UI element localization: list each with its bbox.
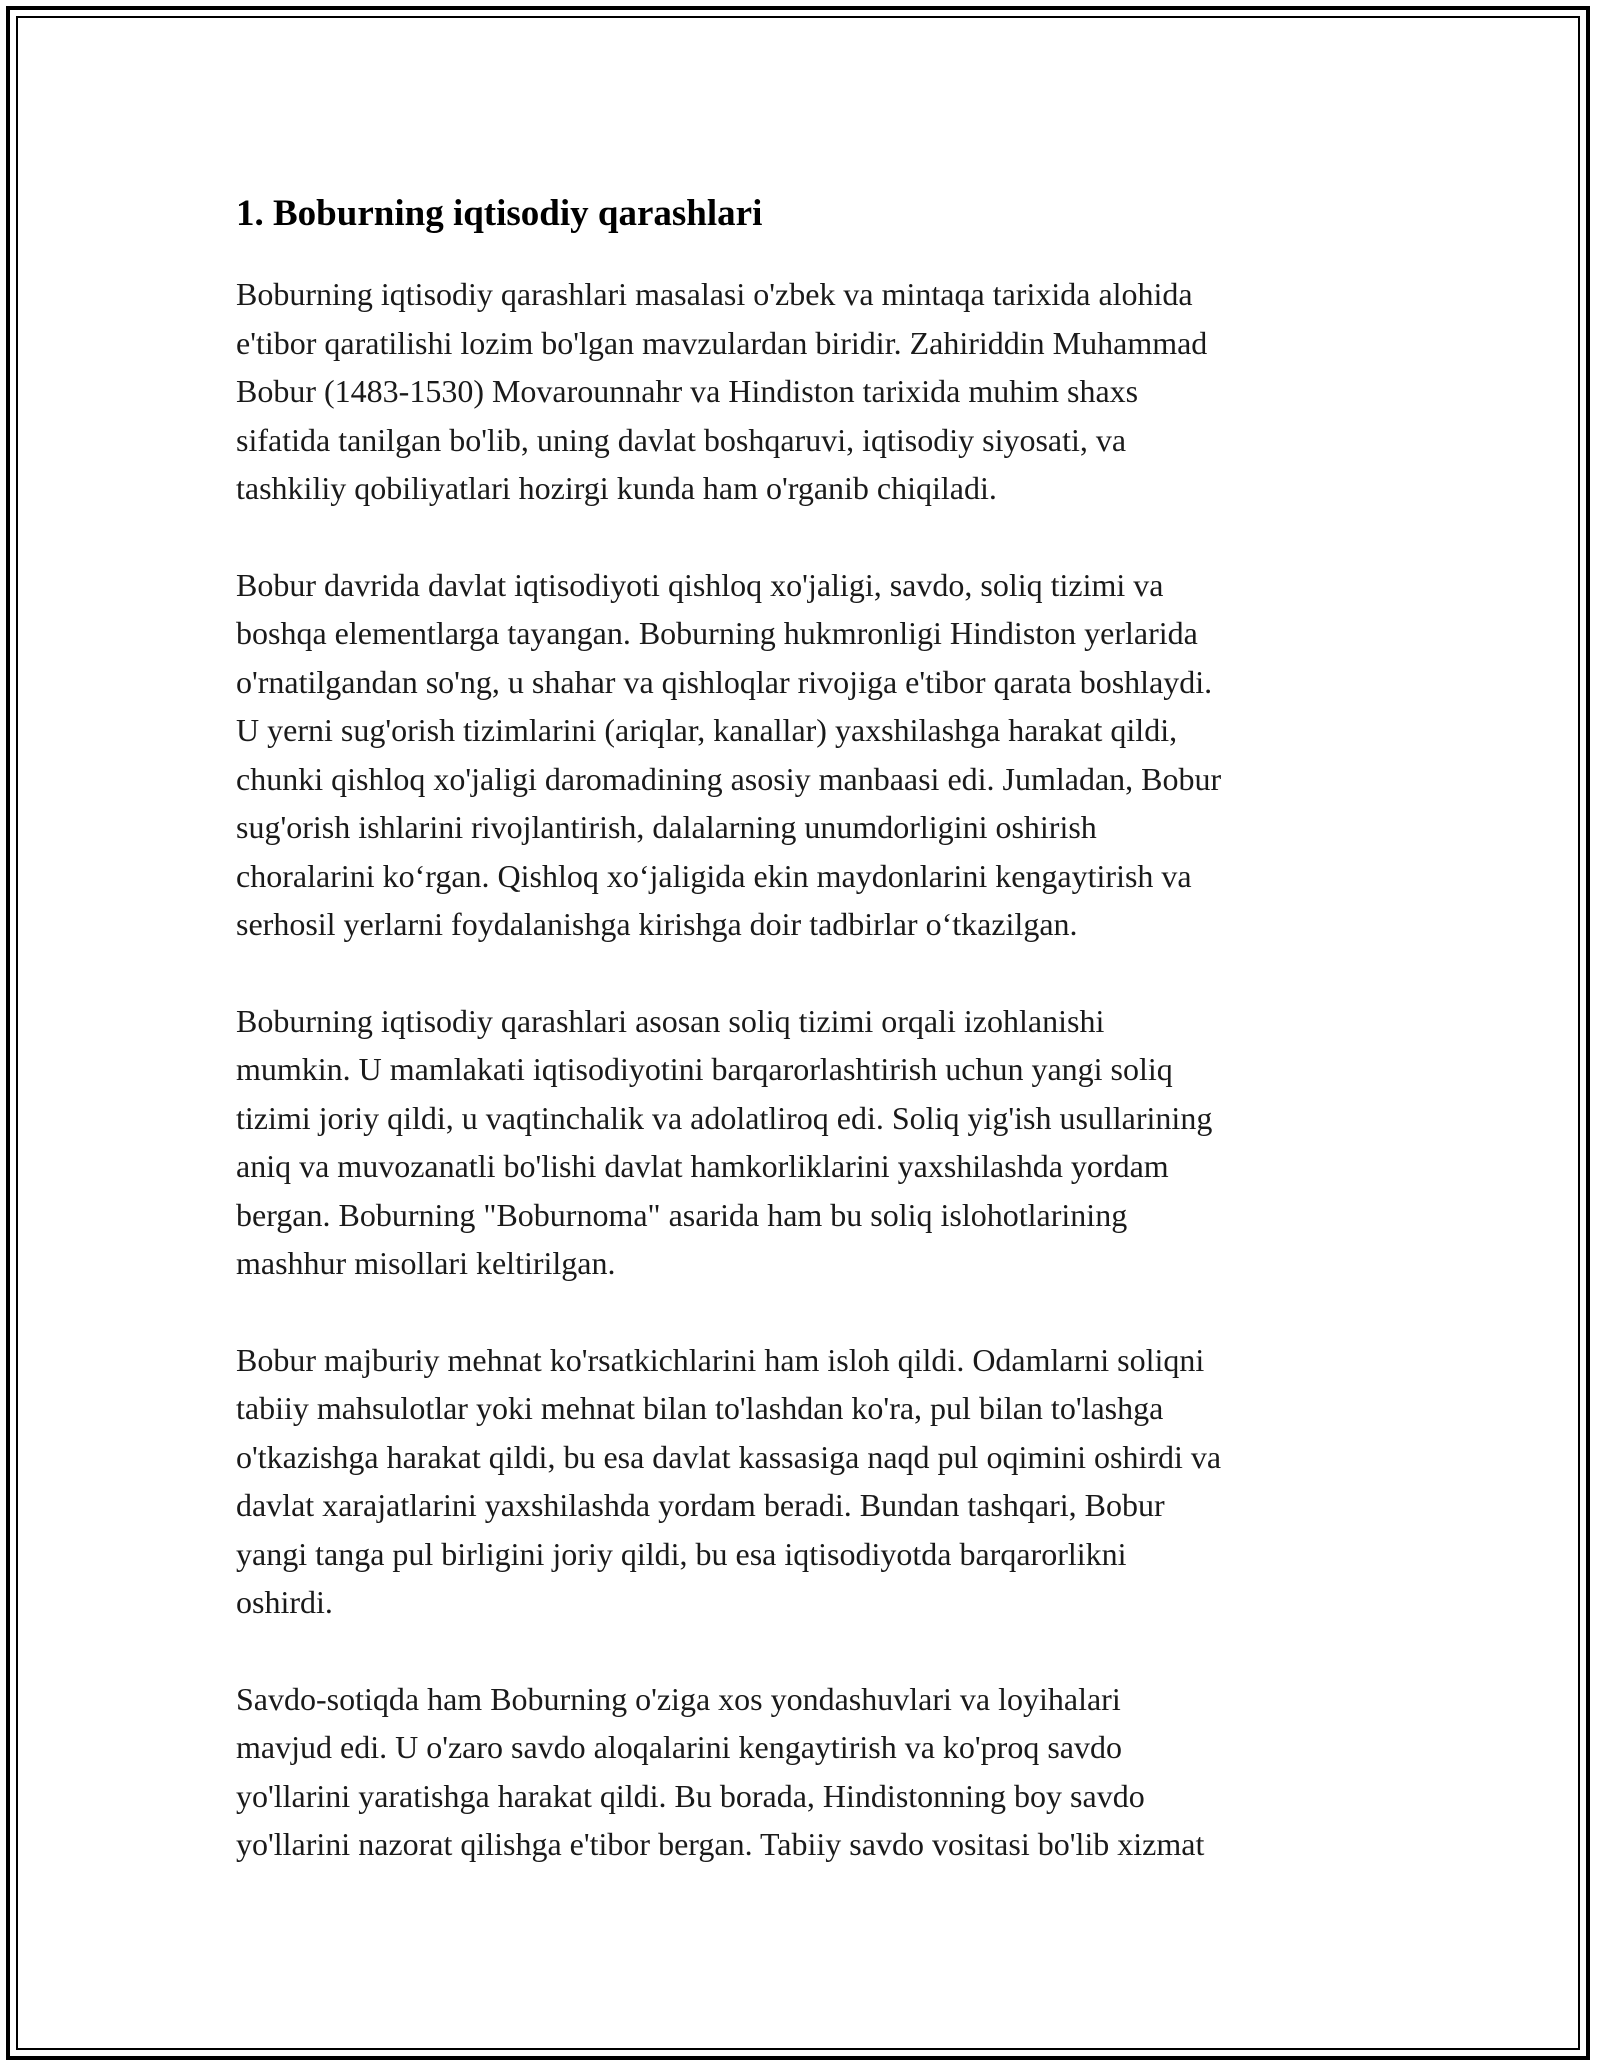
paragraph-line: o'rnatilgandan so'ng, u shahar va qishloqlar rivojiga e'tibor qarata boshlaydi.	[236, 663, 1213, 700]
paragraph-line: bergan. Boburning "Boburnoma" asarida ham bu soliq islohotlarining	[236, 1196, 1128, 1233]
paragraph-line: Bobur majburiy mehnat ko'rsatkichlarini ham isloh qildi. Odamlarni soliqni	[236, 1341, 1205, 1378]
paragraph-line: sifatida tanilgan bo'lib, uning davlat boshqaruvi, iqtisodiy siyosati, va	[236, 421, 1127, 458]
paragraph-line: tabiiy mahsulotlar yoki mehnat bilan to'lashdan ko'ra, pul bilan to'lashga	[236, 1390, 1164, 1426]
paragraph-line: choralarini ko‘rgan. Qishloq xo‘jaligida ekin maydonlarini kengaytirish va	[236, 857, 1192, 894]
paragraph-line: davlat xarajatlarini yaxshilashda yordam beradi. Bundan tashqari, Bobur	[236, 1487, 1165, 1523]
paragraph-line: U yerni sug'orish tizimlarini (ariqlar, kanallar) yaxshilashga harakat qildi,	[236, 712, 1178, 748]
paragraph-line: yo'llarini nazorat qilishga e'tibor bergan. Tabiiy savdo vositasi bo'lib xizmat	[236, 1826, 1205, 1862]
paragraph-line: tashkiliy qobiliyatlari hozirgi kunda ham o'rganib chiqiladi.	[236, 470, 997, 506]
paragraph-line: mumkin. U mamlakati iqtisodiyotini barqarorlashtirish uchun yangi soliq	[236, 1051, 1173, 1087]
paragraph-line: boshqa elementlarga tayangan. Boburning hukmronligi Hindiston yerlarida	[236, 615, 1198, 651]
paragraph-line: Savdo-sotiqda ham Boburning o'ziga xos yondashuvlari va loyihalari	[236, 1680, 1121, 1717]
paragraph-4	[236, 1336, 1376, 1627]
paragraph-line: o'tkazishga harakat qildi, bu esa davlat kassasiga naqd pul oqimini oshirdi va	[236, 1438, 1222, 1475]
paragraph-line: oshirdi.	[236, 1584, 333, 1620]
paragraph-line: mavjud edi. U o'zaro savdo aloqalarini kengaytirish va ko'proq savdo	[236, 1729, 1122, 1765]
paragraph-line: Bobur davrida davlat iqtisodiyoti qishloq xo'jaligi, savdo, soliq tizimi va	[236, 566, 1164, 603]
paragraph-line: serhosil yerlarni foydalanishga kirishga doir tadbirlar o‘tkazilgan.	[236, 906, 1078, 942]
paragraph-line: aniq va muvozanatli bo'lishi davlat hamkorliklarini yaxshilashda yordam	[236, 1148, 1169, 1184]
paragraph-line: chunki qishloq xo'jaligi daromadining asosiy manbaasi edi. Jumladan, Bobur	[236, 760, 1222, 797]
paragraph-line: Boburning iqtisodiy qarashlari masalasi o'zbek va mintaqa tarixida alohida	[236, 276, 1193, 312]
paragraph-line: tizimi joriy qildi, u vaqtinchalik va adolatliroq edi. Soliq yig'ish usullarining	[236, 1099, 1213, 1136]
paragraph-line: yo'llarini yaratishga harakat qildi. Bu borada, Hindistonning boy savdo	[236, 1777, 1145, 1814]
paragraph-line: mashhur misollari keltirilgan.	[236, 1245, 616, 1281]
paragraph-2	[236, 561, 1376, 949]
paragraph-3	[236, 997, 1376, 1288]
section-heading: 1. Boburning iqtisodiy qarashlari	[236, 193, 763, 234]
paragraph-line: yangi tanga pul birligini joriy qildi, bu esa iqtisodiyotda barqarorlikni	[236, 1535, 1127, 1572]
paragraph-1	[236, 270, 1376, 513]
document-body	[236, 186, 1376, 1917]
paragraph-line: sug'orish ishlarini rivojlantirish, dalalarning unumdorligini oshirish	[236, 809, 1097, 845]
paragraph-line: Bobur (1483-1530) Movarounnahr va Hindiston tarixida muhim shaxs	[236, 373, 1139, 409]
paragraph-5	[236, 1675, 1376, 1869]
paragraph-line: e'tibor qaratilishi lozim bo'lgan mavzulardan biridir. Zahiriddin Muhammad	[236, 324, 1208, 361]
paragraph-line: Boburning iqtisodiy qarashlari asosan soliq tizimi orqali izohlanishi	[236, 1002, 1105, 1039]
